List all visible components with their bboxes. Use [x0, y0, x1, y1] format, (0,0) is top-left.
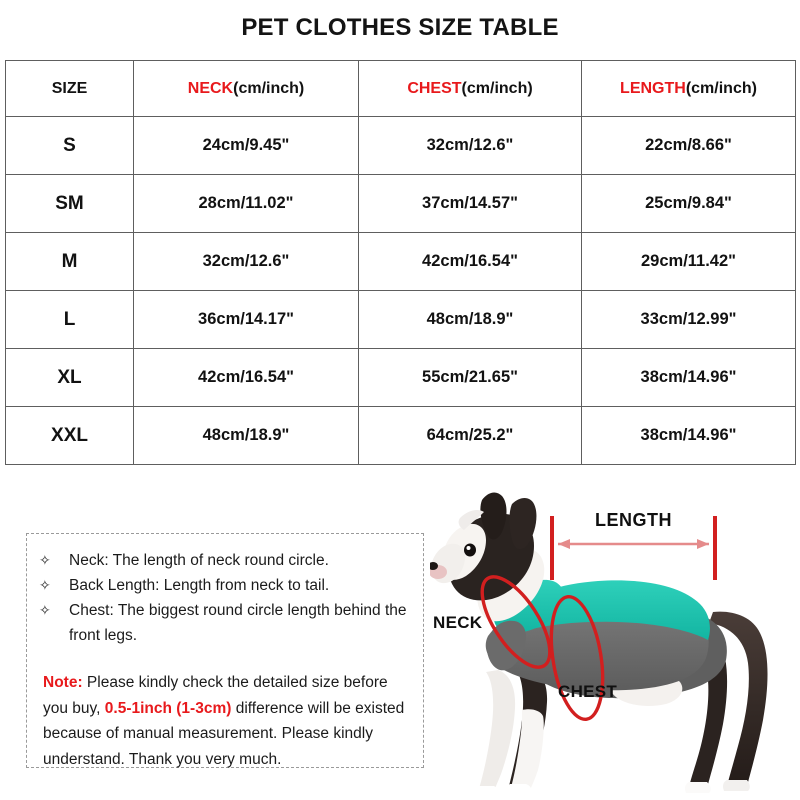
page-title: PET CLOTHES SIZE TABLE — [241, 14, 559, 41]
length-label: LENGTH — [595, 510, 672, 530]
cell-chest: 48cm/18.9" — [359, 291, 582, 349]
table-row — [6, 291, 796, 349]
neck-label: NECK — [433, 613, 483, 632]
list-item — [39, 548, 413, 573]
column-header-size-main: SIZE — [51, 79, 88, 97]
table-header-row — [6, 61, 796, 117]
arrow-right-icon — [697, 539, 709, 549]
column-header-neck-unit: (cm/inch) — [233, 79, 305, 97]
list-item — [39, 598, 413, 648]
dog-eye — [464, 544, 476, 557]
diamond-bullet-icon: ✧ — [39, 602, 51, 618]
cell-neck: 48cm/18.9" — [134, 407, 359, 465]
cell-chest: 42cm/16.54" — [359, 233, 582, 291]
column-header-chest — [359, 61, 582, 117]
list-item-label: Chest: The biggest round circle length behind the front legs. — [69, 602, 407, 644]
table-row — [6, 175, 796, 233]
size-table — [5, 60, 796, 465]
cell-neck: 32cm/12.6" — [134, 233, 359, 291]
table-row — [6, 233, 796, 291]
table-row — [6, 117, 796, 175]
cell-length: 29cm/11.42" — [582, 233, 796, 291]
dog-measurement-illustration — [430, 488, 800, 800]
table-row — [6, 407, 796, 465]
dog-illustration-svg — [430, 488, 800, 800]
diamond-bullet-icon: ✧ — [39, 552, 51, 568]
cell-length: 33cm/12.99" — [582, 291, 796, 349]
chest-label: CHEST — [558, 682, 618, 701]
column-header-chest-unit: (cm/inch) — [461, 79, 533, 97]
cell-neck: 24cm/9.45" — [134, 117, 359, 175]
list-item-label: Neck: The length of neck round circle. — [69, 552, 329, 569]
measurement-info-box — [26, 533, 424, 768]
table-row — [6, 349, 796, 407]
column-header-neck-main: NECK — [187, 79, 234, 97]
column-header-chest-main: CHEST — [407, 79, 462, 97]
column-header-length — [582, 61, 796, 117]
diamond-bullet-icon: ✧ — [39, 577, 51, 593]
cell-chest: 32cm/12.6" — [359, 117, 582, 175]
note-label: Note: — [43, 674, 83, 691]
note-text-part2: difference will be existed because of manual measurement. Please kindly understand. Thank you very much. — [43, 699, 405, 768]
note-paragraph — [39, 670, 413, 772]
cell-chest: 55cm/21.65" — [359, 349, 582, 407]
cell-neck: 28cm/11.02" — [134, 175, 359, 233]
cell-length: 22cm/8.66" — [582, 117, 796, 175]
cell-length: 38cm/14.96" — [582, 349, 796, 407]
column-header-neck — [134, 61, 359, 117]
note-text-part1: Please kindly check the detailed size before you buy, — [43, 674, 388, 717]
cell-size: XL — [6, 349, 134, 407]
cell-length: 25cm/9.84" — [582, 175, 796, 233]
cell-length: 38cm/14.96" — [582, 407, 796, 465]
dog-front-legs — [474, 664, 547, 797]
cell-chest: 37cm/14.57" — [359, 175, 582, 233]
measurement-definition-list — [39, 548, 413, 648]
list-item-label: Back Length: Length from neck to tail. — [69, 577, 330, 594]
cell-size: L — [6, 291, 134, 349]
cell-neck: 36cm/14.17" — [134, 291, 359, 349]
arrow-left-icon — [558, 539, 570, 549]
cell-neck: 42cm/16.54" — [134, 349, 359, 407]
column-header-length-main: LENGTH — [620, 79, 686, 97]
list-item — [39, 573, 413, 598]
column-header-size — [6, 61, 134, 117]
cell-size: S — [6, 117, 134, 175]
cell-size: M — [6, 233, 134, 291]
cell-size: XXL — [6, 407, 134, 465]
cell-chest: 64cm/25.2" — [359, 407, 582, 465]
note-tolerance-highlight: 0.5-1inch (1-3cm) — [104, 699, 232, 717]
cell-size: SM — [6, 175, 134, 233]
column-header-length-unit: (cm/inch) — [685, 79, 757, 97]
